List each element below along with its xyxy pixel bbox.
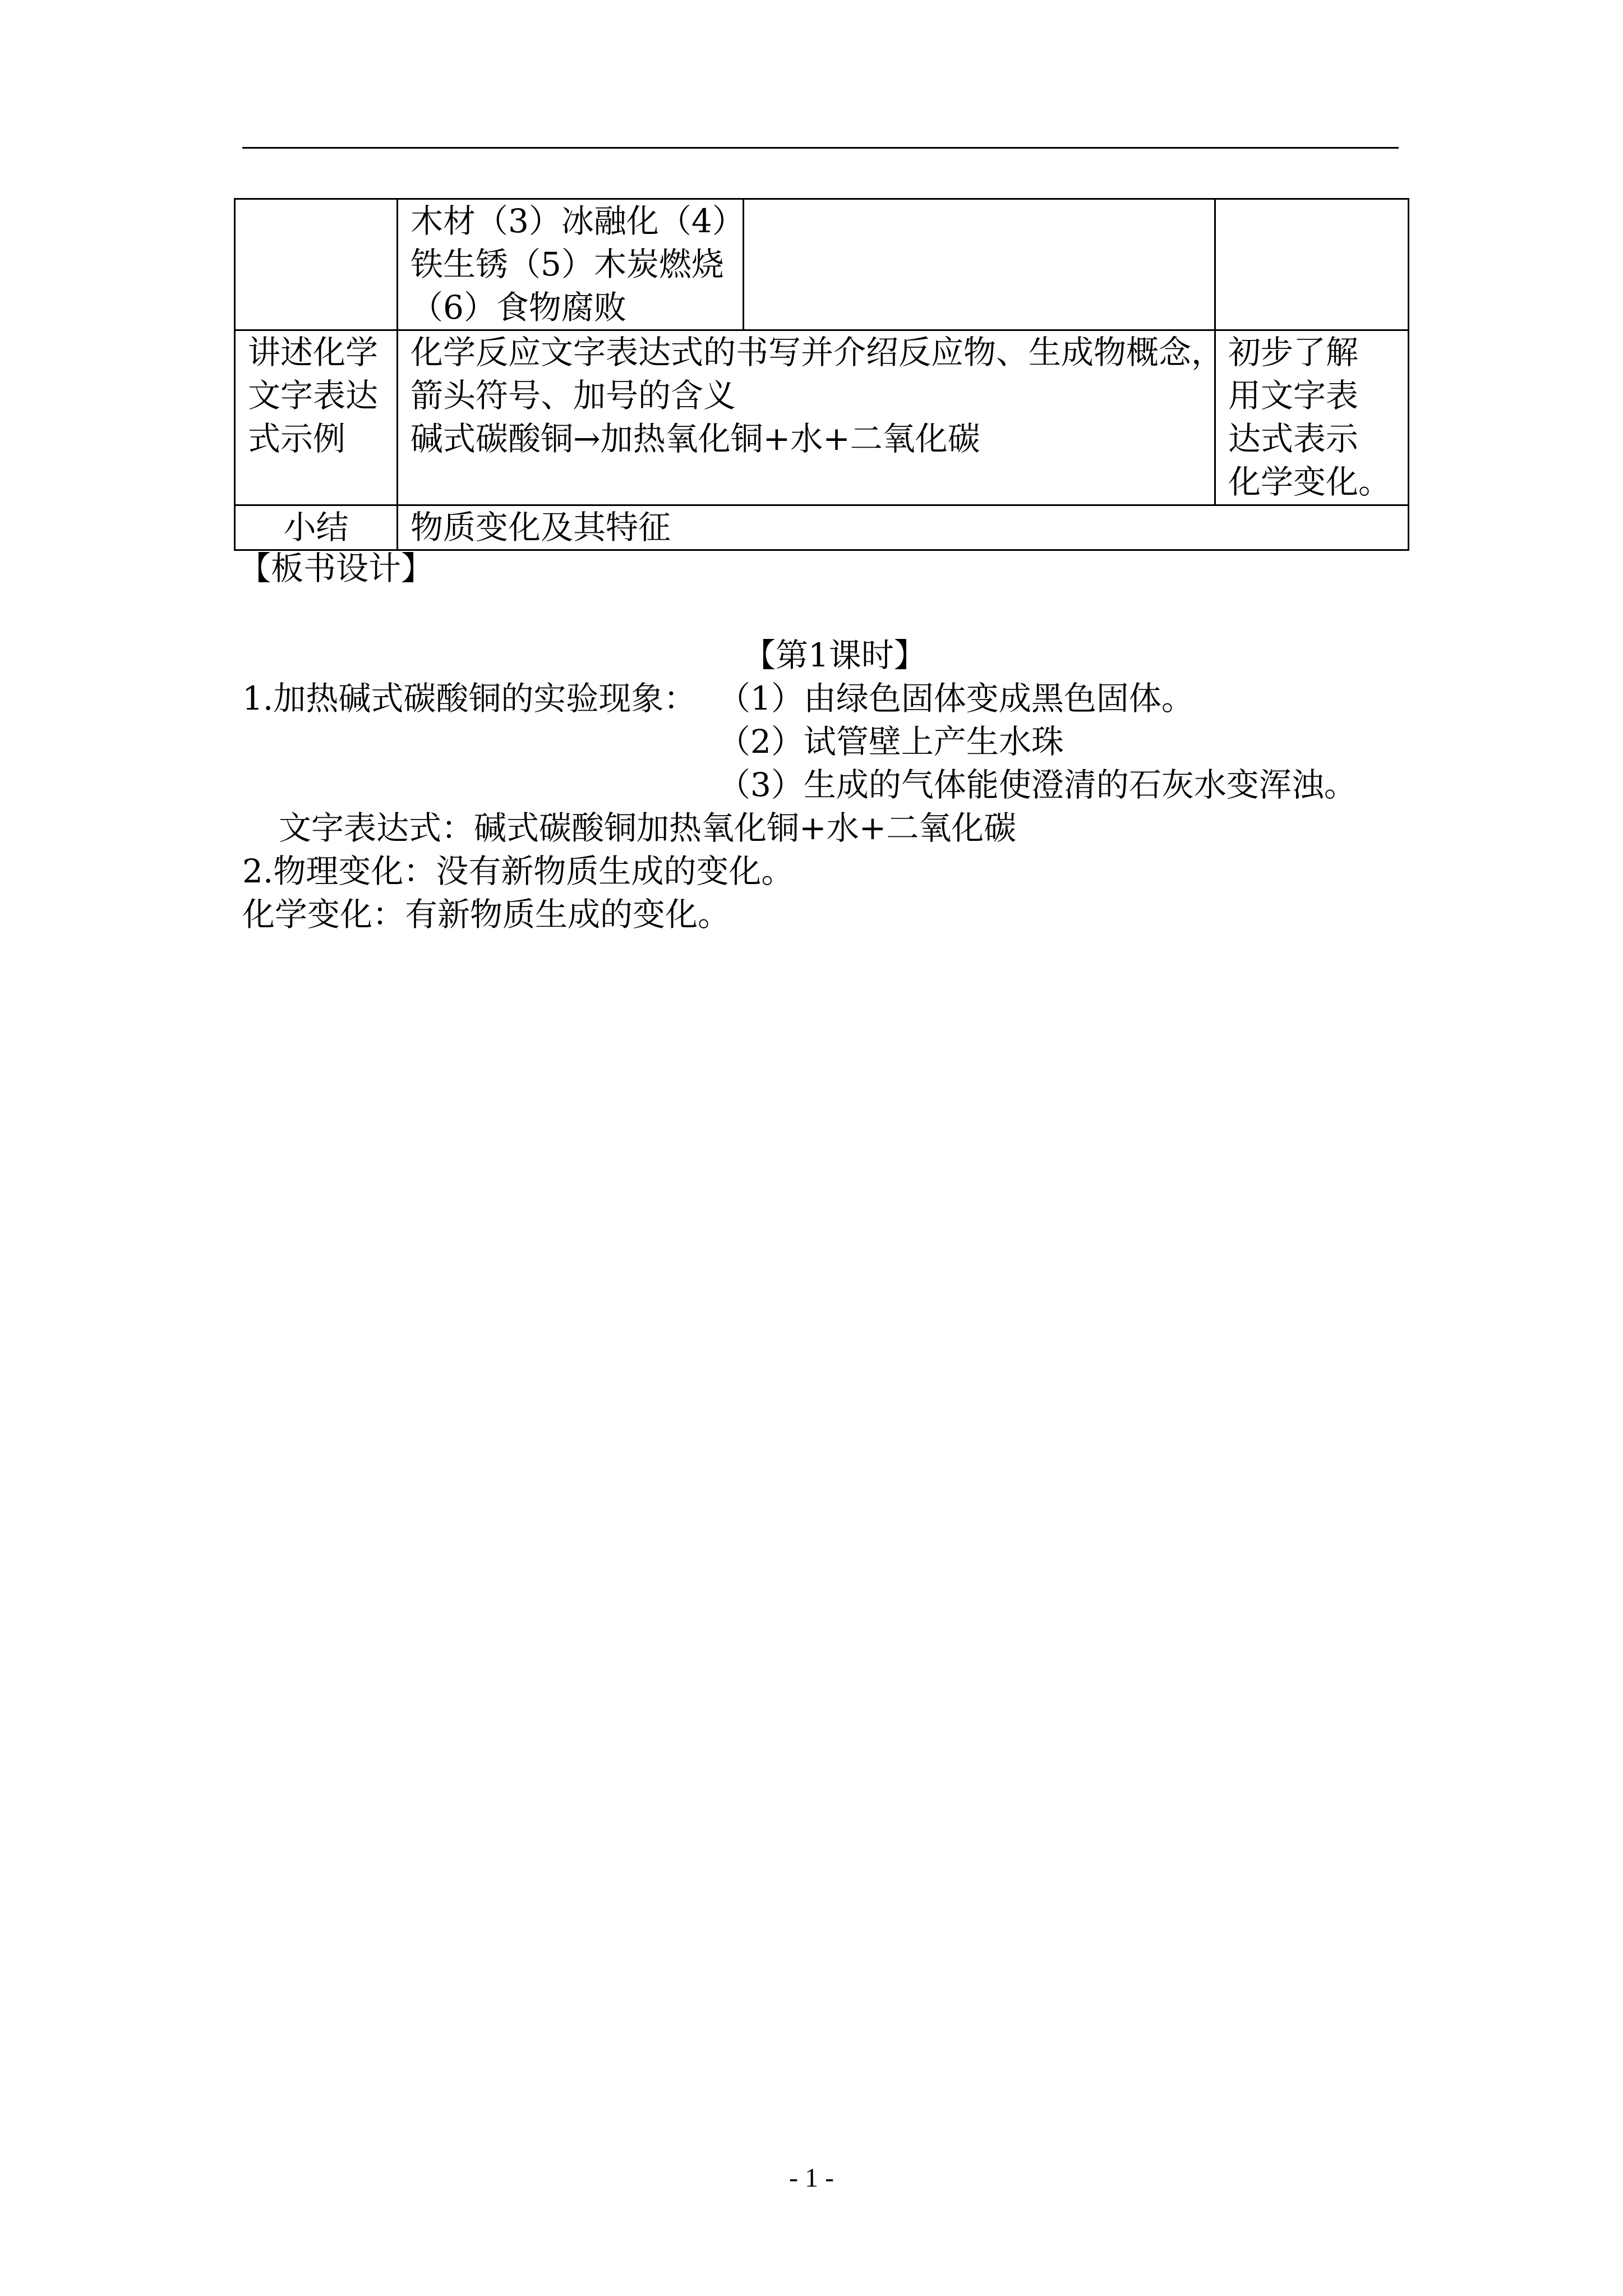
cell-line: 箭头符号、加号的含义 [411, 376, 736, 415]
cell-line: 达式表示 [1228, 420, 1359, 458]
page-number: - 1 - [789, 2163, 834, 2193]
cell-line: 用文字表 [1228, 376, 1359, 415]
cell-line: （6）食物腐败 [411, 288, 626, 326]
cell-line: 化学反应文字表达式的书写并介绍反应物、生成物概念， [411, 333, 1224, 371]
table-cell: 小结 [235, 505, 398, 550]
observation-2: （2）试管壁上产生水珠 [718, 723, 1064, 761]
table-cell [398, 199, 744, 330]
cell-line: 文字表达 [248, 376, 379, 415]
table-cell [744, 199, 1215, 330]
table-cell [235, 199, 398, 330]
table-row [235, 505, 1409, 550]
observation-1: （1）由绿色固体变成黑色固体。 [718, 679, 1194, 717]
item2-physical-change: 2.物理变化：没有新物质生成的变化。 [242, 852, 794, 890]
cell-line: 化学变化。 [1228, 463, 1391, 501]
table-row [235, 330, 1409, 505]
table-cell [1215, 330, 1409, 505]
cell-line: 讲述化学 [248, 333, 379, 371]
table-cell [235, 330, 398, 505]
cell-line: 初步了解 [1228, 333, 1359, 371]
header-rule [242, 147, 1399, 149]
lesson-title: 【第1课时】 [743, 636, 926, 674]
item1-label: 1.加热碱式碳酸铜的实验现象： [242, 679, 697, 717]
observation-3: （3）生成的气体能使澄清的石灰水变浑浊。 [718, 766, 1357, 804]
cell-line: 铁生锈（5）木炭燃烧 [411, 245, 724, 283]
table-row [235, 199, 1409, 330]
cell-line: 式示例 [248, 420, 346, 458]
cell-line: 碱式碳酸铜→加热氧化铜+水+二氧化碳 [411, 420, 980, 458]
board-heading: 【板书设计】 [238, 549, 434, 587]
lesson-table [234, 198, 1409, 551]
word-expression: 文字表达式：碱式碳酸铜加热氧化铜+水+二氧化碳 [279, 809, 1017, 847]
cell-line: 木材（3）冰融化（4） [411, 202, 745, 240]
table-cell: 物质变化及其特征 [398, 505, 1409, 550]
table-cell [1215, 199, 1409, 330]
item3-chemical-change: 化学变化：有新物质生成的变化。 [242, 895, 731, 933]
table-cell [398, 330, 1224, 505]
